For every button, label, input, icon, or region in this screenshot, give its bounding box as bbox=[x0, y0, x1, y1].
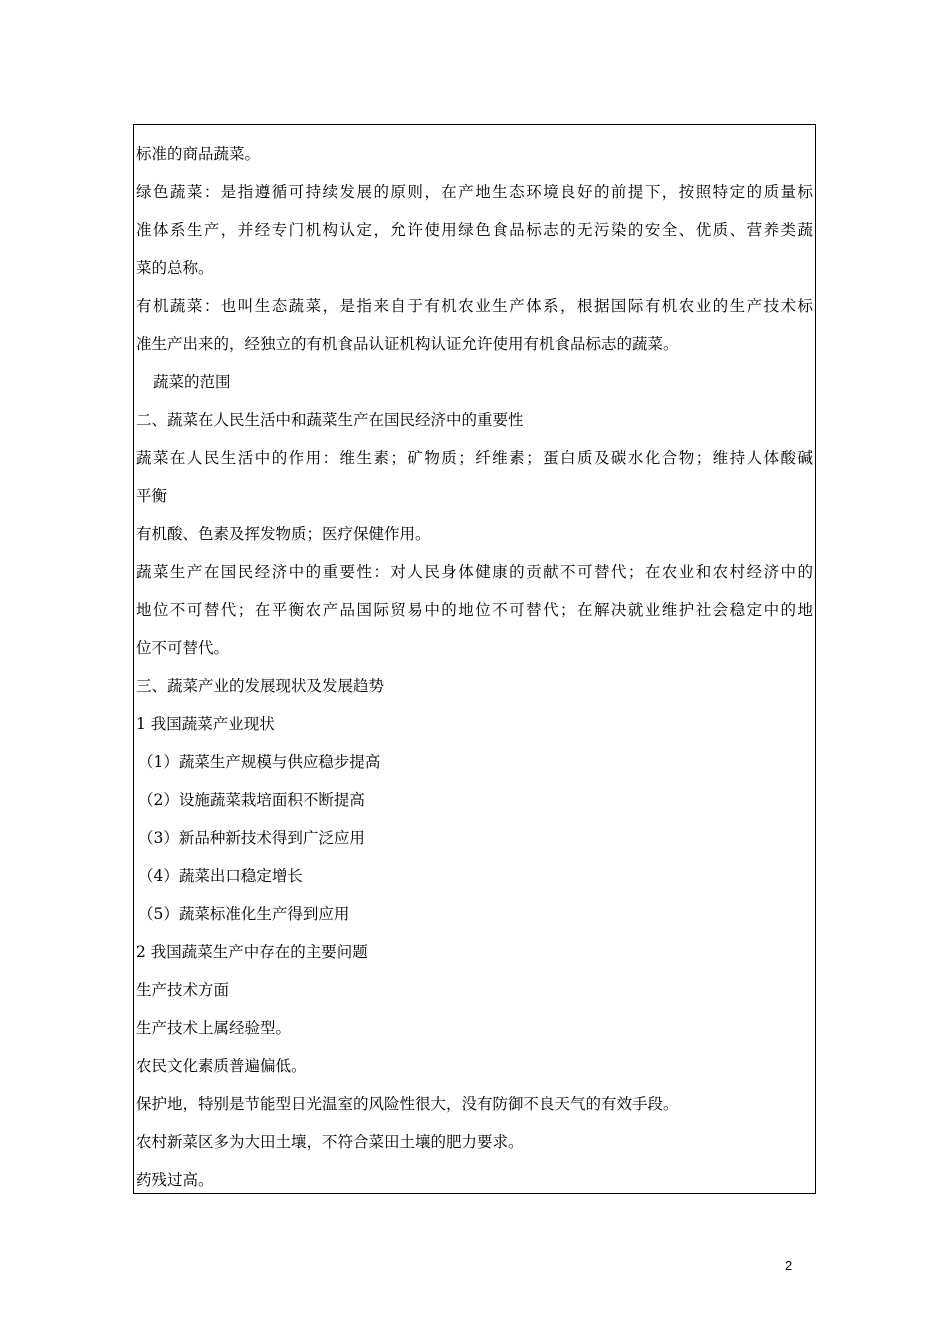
text-line: 2 我国蔬菜生产中存在的主要问题 bbox=[136, 943, 368, 961]
text-line: 农民文化素质普遍偏低。 bbox=[136, 1057, 307, 1075]
page-number: 2 bbox=[785, 1258, 793, 1273]
text-line: 生产技术上属经验型。 bbox=[136, 1019, 292, 1037]
text-line: 有机酸、色素及挥发物质；医疗保健作用。 bbox=[136, 525, 431, 543]
content-frame bbox=[133, 124, 816, 1194]
text-line: 生产技术方面 bbox=[136, 981, 230, 999]
text-line: （3）新品种新技术得到广泛应用 bbox=[138, 829, 365, 847]
text-line: 药残过高。 bbox=[136, 1171, 214, 1189]
text-line: 准生产出来的，经独立的有机食品认证机构认证允许使用有机食品标志的蔬菜。 bbox=[136, 335, 679, 353]
text-line: 有机蔬菜：也叫生态蔬菜，是指来自于有机农业生产体系，根据国际有机农业的生产技术标 bbox=[136, 297, 813, 315]
text-line: 三、蔬菜产业的发展现状及发展趋势 bbox=[136, 677, 385, 695]
text-line: 平衡 bbox=[136, 487, 168, 505]
text-line: 蔬菜生产在国民经济中的重要性：对人民身体健康的贡献不可替代；在农业和农村经济中的 bbox=[136, 563, 813, 581]
text-line: 菜的总称。 bbox=[136, 259, 214, 277]
text-line: 绿色蔬菜：是指遵循可持续发展的原则，在产地生态环境良好的前提下，按照特定的质量标 bbox=[136, 183, 813, 201]
text-line: 农村新菜区多为大田土壤，不符合菜田土壤的肥力要求。 bbox=[136, 1133, 524, 1151]
text-line: 位不可替代。 bbox=[136, 639, 230, 657]
text-line: 标准的商品蔬菜。 bbox=[136, 145, 261, 163]
text-line: （5）蔬菜标准化生产得到应用 bbox=[138, 905, 350, 923]
text-line: 二、蔬菜在人民生活中和蔬菜生产在国民经济中的重要性 bbox=[136, 411, 524, 429]
text-line: （2）设施蔬菜栽培面积不断提高 bbox=[138, 791, 365, 809]
text-line: （1）蔬菜生产规模与供应稳步提高 bbox=[138, 753, 381, 771]
text-line: 蔬菜的范围 bbox=[153, 373, 231, 391]
text-line: 1 我国蔬菜产业现状 bbox=[136, 715, 275, 733]
text-line: 蔬菜在人民生活中的作用：维生素；矿物质；纤维素；蛋白质及碳水化合物；维持人体酸碱 bbox=[136, 449, 813, 467]
text-line: 准体系生产，并经专门机构认定，允许使用绿色食品标志的无污染的安全、优质、营养类蔬 bbox=[136, 221, 813, 239]
text-line: 地位不可替代；在平衡农产品国际贸易中的地位不可替代；在解决就业维护社会稳定中的地 bbox=[136, 601, 813, 619]
text-line: （4）蔬菜出口稳定增长 bbox=[138, 867, 303, 885]
text-line: 保护地，特别是节能型日光温室的风险性很大，没有防御不良天气的有效手段。 bbox=[136, 1095, 679, 1113]
